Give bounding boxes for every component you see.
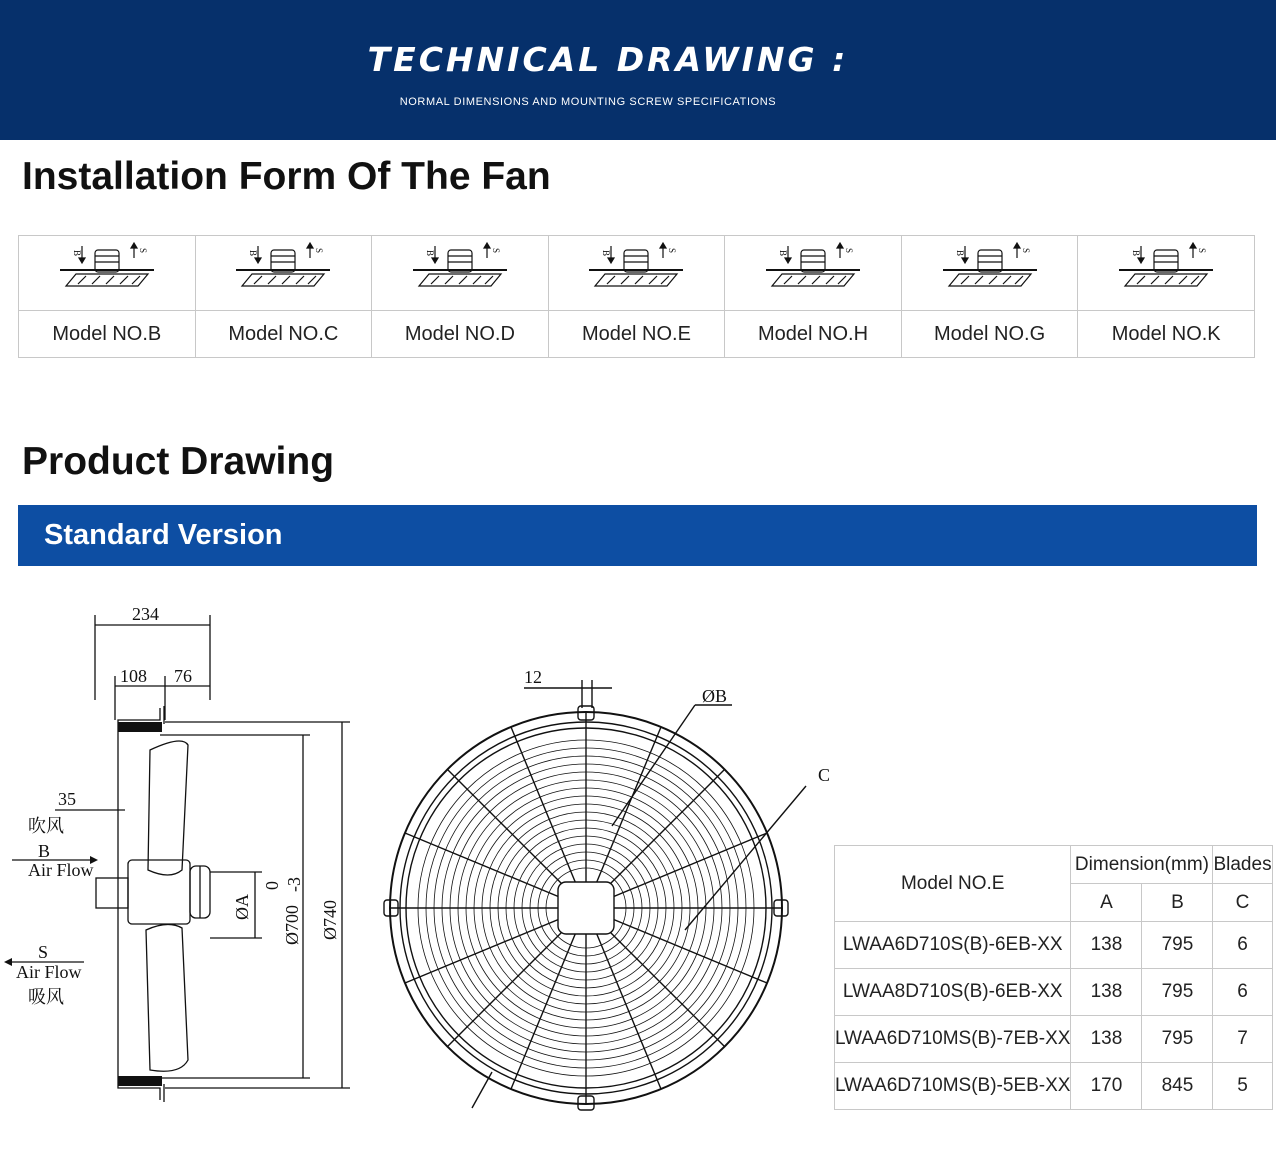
blow-label: B [954, 249, 965, 256]
model-cell-k [1078, 236, 1255, 311]
blow-label: B [71, 249, 82, 256]
blow-cn-label: 吹风 [28, 816, 64, 837]
dim-dia-b: ØB [702, 686, 728, 706]
dim-234: 234 [132, 604, 159, 624]
blow-label: B [424, 249, 435, 256]
dim-108: 108 [120, 666, 147, 686]
spec-model: LWAA6D710MS(B)-5EB-XX [835, 1063, 1071, 1110]
dim-dia-700: Ø700 [282, 905, 302, 945]
spec-model-header: Model NO.E [835, 846, 1071, 922]
spec-b: 845 [1142, 1063, 1213, 1110]
model-cell-d [372, 236, 549, 311]
fan-mount-c-icon [228, 240, 338, 302]
spec-subheader-c: C [1213, 884, 1272, 922]
fan-mount-h-icon [758, 240, 868, 302]
model-cell-c [195, 236, 372, 311]
model-label: Model NO.G [901, 311, 1078, 358]
model-label: Model NO.E [548, 311, 725, 358]
table-row [835, 969, 1273, 1016]
dim-dia-740: Ø740 [320, 900, 340, 940]
spec-b: 795 [1142, 969, 1213, 1016]
header-banner [0, 0, 1276, 140]
suck-air-flow: Air Flow [16, 962, 82, 982]
suck-label: S [1197, 247, 1208, 253]
blow-label: B [778, 249, 789, 256]
fan-mount-k-icon [1111, 240, 1221, 302]
suck-letter: S [38, 942, 49, 962]
model-cell-h [725, 236, 902, 311]
dim-dia-a: ØA [232, 894, 252, 920]
model-label: Model NO.H [725, 311, 902, 358]
blow-label: B [601, 249, 612, 256]
suck-label: S [1020, 247, 1031, 253]
suck-label: S [314, 247, 325, 253]
dim-76: 76 [174, 666, 192, 686]
spec-c: 6 [1213, 969, 1272, 1016]
fan-mount-b-icon [52, 240, 162, 302]
spec-b: 795 [1142, 922, 1213, 969]
product-drawing-heading: Product Drawing [22, 440, 335, 483]
banner-subtitle: NORMAL DIMENSIONS AND MOUNTING SCREW SPECIFICATIONS [399, 96, 777, 108]
spec-c: 6 [1213, 922, 1272, 969]
spec-model: LWAA6D710S(B)-6EB-XX [835, 922, 1071, 969]
fan-mount-d-icon [405, 240, 515, 302]
table-row [835, 1016, 1273, 1063]
installation-table [18, 235, 1255, 358]
model-cell-b [19, 236, 196, 311]
model-label: Model NO.B [19, 311, 196, 358]
suck-cn-label: 吸风 [28, 987, 64, 1008]
version-bar-title: Standard Version [44, 519, 283, 551]
spec-a: 170 [1071, 1063, 1142, 1110]
fan-mount-g-icon [935, 240, 1045, 302]
blow-label: B [248, 249, 259, 256]
table-row [835, 922, 1273, 969]
tol-3: -3 [284, 877, 304, 892]
spec-c: 5 [1213, 1063, 1272, 1110]
model-label: Model NO.D [372, 311, 549, 358]
spec-model: LWAA6D710MS(B)-7EB-XX [835, 1016, 1071, 1063]
blow-letter: B [38, 841, 51, 861]
fan-mount-e-icon [581, 240, 691, 302]
suck-label: S [667, 247, 678, 253]
fan-technical-drawing [0, 590, 840, 1120]
blow-label: B [1131, 249, 1142, 256]
model-label: Model NO.K [1078, 311, 1255, 358]
spec-b: 795 [1142, 1016, 1213, 1063]
spec-subheader-a: A [1071, 884, 1142, 922]
suck-label: S [490, 247, 501, 253]
spec-blades-header: Blades [1213, 846, 1272, 884]
blow-air-flow: Air Flow [28, 860, 94, 880]
model-cell-g [901, 236, 1078, 311]
banner-title: TECHNICAL DRAWING : [367, 40, 849, 79]
dim-35: 35 [58, 789, 76, 809]
installation-heading: Installation Form Of The Fan [22, 155, 551, 198]
spec-subheader-b: B [1142, 884, 1213, 922]
model-label: Model NO.C [195, 311, 372, 358]
model-cell-e [548, 236, 725, 311]
spec-a: 138 [1071, 922, 1142, 969]
dim-c: C [818, 765, 831, 785]
suck-label: S [137, 247, 148, 253]
spec-c: 7 [1213, 1016, 1272, 1063]
dim-12: 12 [524, 667, 542, 687]
spec-table [834, 845, 1273, 1110]
suck-label: S [844, 247, 855, 253]
spec-a: 138 [1071, 969, 1142, 1016]
version-bar [18, 505, 1257, 566]
spec-a: 138 [1071, 1016, 1142, 1063]
spec-dimension-header: Dimension(mm) [1071, 846, 1213, 884]
table-row [835, 1063, 1273, 1110]
spec-model: LWAA8D710S(B)-6EB-XX [835, 969, 1071, 1016]
tol-0: 0 [262, 881, 282, 890]
